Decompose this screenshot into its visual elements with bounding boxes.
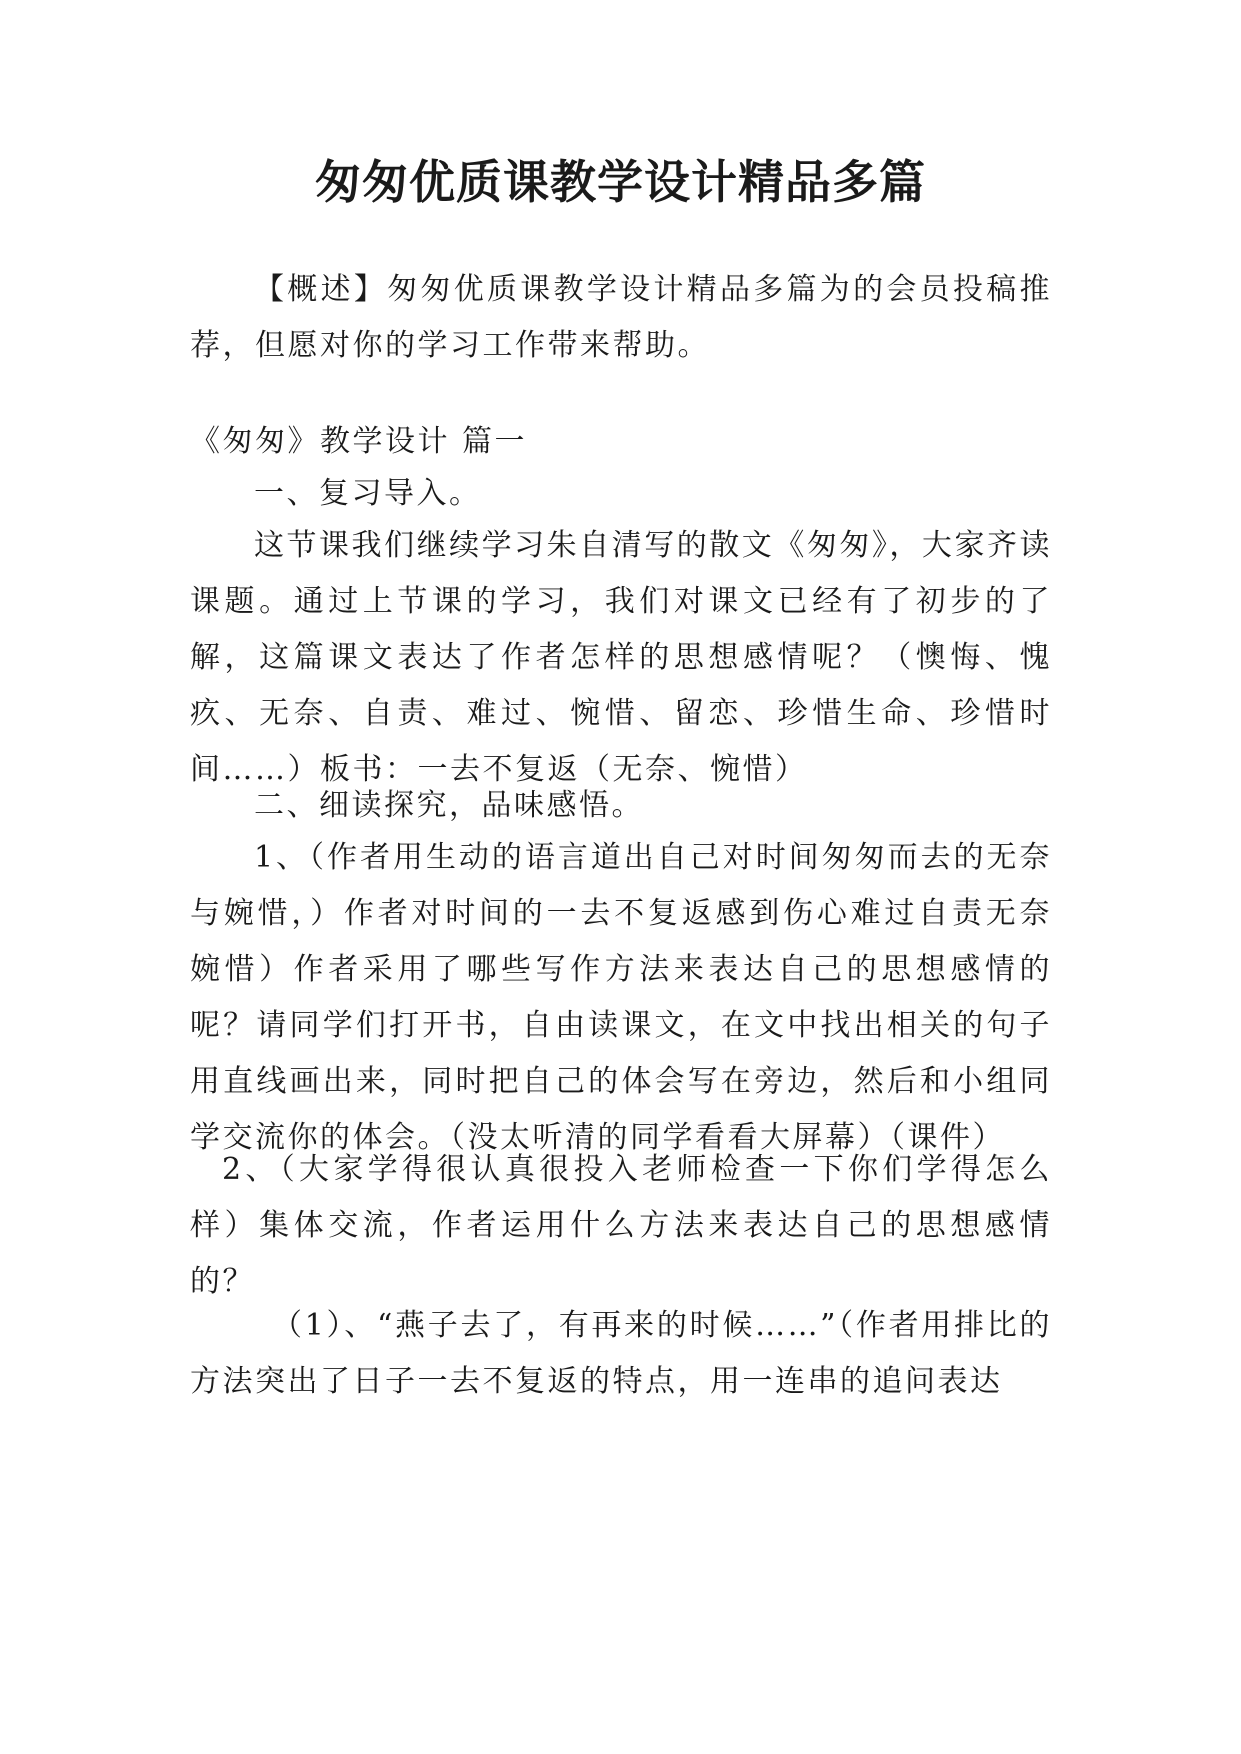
- paragraph-lesson-intro: 这节课我们继续学习朱自清写的散文《匆匆》，大家齐读课题。通过上节课的学习，我们对课文已经有了初步的了解，这篇课文表达了作者怎样的思想感情呢？（懊悔、愧疚、无奈、自责、难过、惋惜、留恋、珍惜生命、珍惜时间……）板书：一去不复返（无奈、惋惜）: [190, 528, 1052, 787]
- document-title: 匆匆优质课教学设计精品多篇: [315, 155, 926, 209]
- paragraph-point-1: 1、（作者用生动的语言道出自己对时间匆匆而去的无奈与婉惜，）作者对时间的一去不复返感到伤心难过自责无奈婉惜）作者采用了哪些写作方法来表达自己的思想感情的呢？请同学们打开书，自由读课文，在文中找出相关的句子用直线画出来，同时把自己的体会写在旁边，然后和小组同学交流你的体会。（没太听清的同学看看大屏幕）（课件）: [190, 840, 1052, 1155]
- section-heading: 《匆匆》教学设计 篇一: [190, 424, 528, 459]
- paragraph-review-intro: 一、复习导入。: [254, 476, 482, 511]
- paragraph-point-2-1: （1）、“燕子去了，有再来的时候……”（作者用排比的方法突出了日子一去不复返的特点，用一连串的追问表达: [190, 1308, 1052, 1399]
- paragraph-point-2: 2、（大家学得很认真很投入老师检查一下你们学得怎么样）集体交流，作者运用什么方法来表达自己的思想感情的？: [190, 1152, 1052, 1299]
- summary-paragraph: 【概述】匆匆优质课教学设计精品多篇为的会员投稿推荐，但愿对你的学习工作带来帮助。: [190, 272, 1052, 363]
- paragraph-close-reading: 二、细读探究，品味感悟。: [254, 788, 644, 823]
